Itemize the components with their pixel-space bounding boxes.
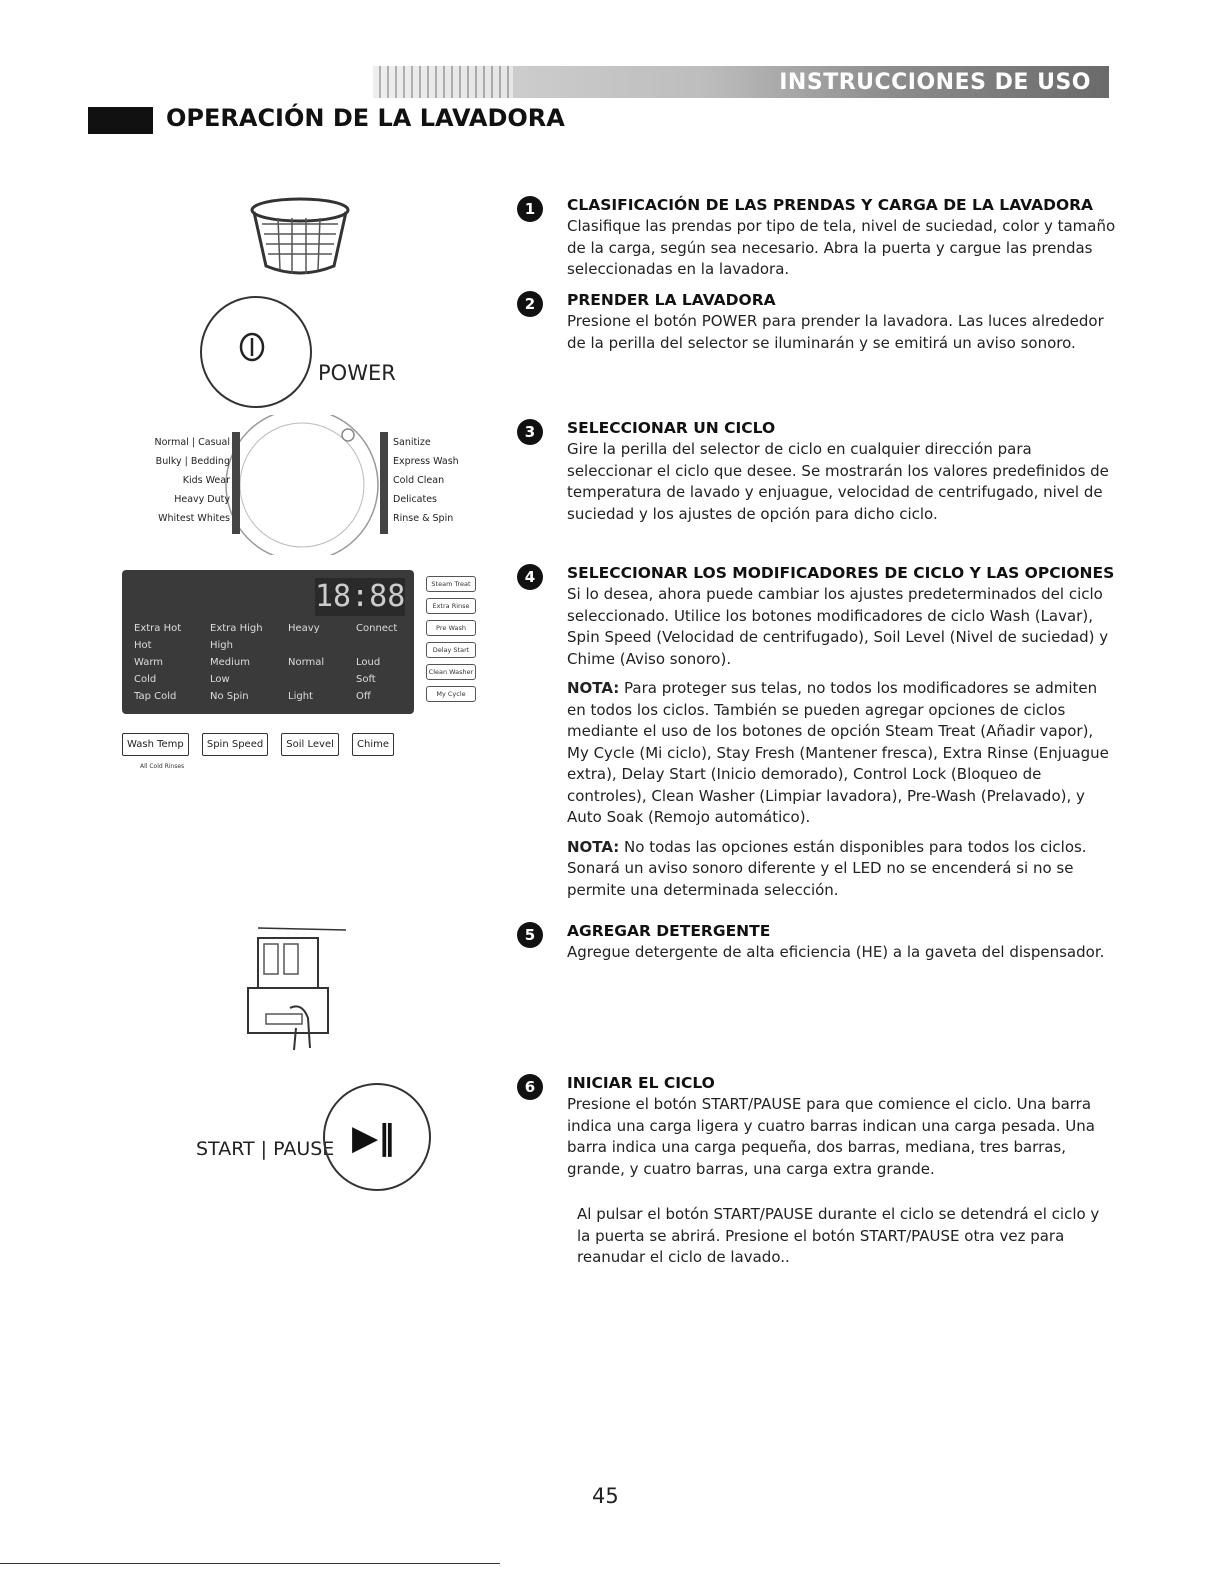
step-2 <box>517 291 1117 362</box>
step-title: PRENDER LA LAVADORA <box>567 291 776 309</box>
step-number: 5 <box>517 922 543 948</box>
start-pause-label: START | PAUSE <box>196 1138 335 1160</box>
option-button: Steam Treat <box>426 576 476 592</box>
panel-option: High <box>210 640 233 651</box>
panel-option: No Spin <box>210 691 249 702</box>
led-indicator-right <box>380 432 388 534</box>
play-pause-icon: ▶‖ <box>352 1118 396 1158</box>
panel-option: Hot <box>134 640 152 651</box>
panel-option: Extra High <box>210 623 263 634</box>
header-band <box>373 66 1109 98</box>
step-text: Presione el botón START/PAUSE para que comience el ciclo. Una barra indica una carga ligera y cuatro barras indican una carga pesada. Una barra indica una carga pequeña, dos barras, mediana, tres barras, grande, y cuatro barras, una carga extra grande. <box>567 1095 1095 1178</box>
section-title: OPERACIÓN DE LA LAVADORA <box>166 104 565 132</box>
panel-option: Off <box>356 691 371 702</box>
panel-option: Connect <box>356 623 398 634</box>
panel-option: Cold <box>134 674 157 685</box>
panel-column-soil-level <box>288 620 324 705</box>
cycle-label: Cold Clean <box>393 475 445 486</box>
step-title: SELECCIONAR UN CICLO <box>567 419 776 437</box>
modifier-button: Chime <box>352 733 394 756</box>
header-band-title: INSTRUCCIONES DE USO <box>779 70 1091 95</box>
control-panel <box>122 570 414 714</box>
time-display: 18:88 <box>315 579 406 614</box>
step-5 <box>517 922 1117 972</box>
option-button: Extra Rinse <box>426 598 476 614</box>
laundry-basket-icon <box>248 196 352 278</box>
option-button: Delay Start <box>426 642 476 658</box>
note-label: NOTA: <box>567 837 620 856</box>
cycle-label: Delicates <box>393 494 438 505</box>
step-6 <box>517 1074 1117 1277</box>
option-button: Clean Washer <box>426 664 476 680</box>
step-4 <box>517 564 1117 909</box>
cycle-list-left <box>150 433 230 528</box>
page-number: 45 <box>592 1484 619 1508</box>
header-decoration <box>373 66 513 98</box>
step-number: 6 <box>517 1074 543 1100</box>
modifier-buttons <box>122 732 412 756</box>
all-cold-rinses-label: All Cold Rinses <box>140 763 185 770</box>
step-text: Al pulsar el botón START/PAUSE durante el ciclo se detendrá el ciclo y la puerta se abrirá. Presione el botón START/PAUSE otra vez para reanudar el ciclo de lavado.. <box>577 1205 1100 1266</box>
step-note <box>567 837 1117 902</box>
note-text: Para proteger sus telas, no todos los modificadores se admiten en todos los ciclos. También se pueden agregar opciones de ciclos mediante el uso de los botones de opción Steam Treat (Añadir vapor), My Cycle (Mi ciclo), Stay Fresh (Mantener fresca), Extra Rinse (Enjuague extra), Delay Start (Inicio demorado), Control Lock (Bloqueo de controles), Clean Washer (Limpiar lavadora), Pre-Wash (Prelavado), y Auto Soak (Remojo automático). <box>567 679 1109 826</box>
cycle-label: Rinse & Spin <box>393 513 454 524</box>
panel-option <box>288 671 324 688</box>
modifier-button: Spin Speed <box>202 733 268 756</box>
modifier-button: Wash Temp <box>122 733 189 756</box>
panel-option: Medium <box>210 657 250 668</box>
panel-option: Low <box>210 674 230 685</box>
step-title: AGREGAR DETERGENTE <box>567 922 771 940</box>
panel-option: Extra Hot <box>134 623 182 634</box>
panel-option: Warm <box>134 657 164 668</box>
power-icon <box>237 332 267 362</box>
step-title: INICIAR EL CICLO <box>567 1074 715 1092</box>
option-button: My Cycle <box>426 686 476 702</box>
cycle-label: Heavy Duty <box>174 494 230 505</box>
detergent-dispenser-icon <box>238 918 348 1058</box>
panel-column-chime <box>356 620 397 705</box>
step-text: Presione el botón POWER para prender la lavadora. Las luces alrededor de la perilla del selector se iluminarán y se emitirá un aviso sonoro. <box>567 312 1104 352</box>
step-title: CLASIFICACIÓN DE LAS PRENDAS Y CARGA DE LA LAVADORA <box>567 196 1094 214</box>
panel-option <box>288 637 324 654</box>
power-label: POWER <box>318 361 396 385</box>
panel-option: Loud <box>356 657 381 668</box>
step-1 <box>517 196 1117 289</box>
option-buttons <box>426 576 476 708</box>
step-number: 4 <box>517 564 543 590</box>
modifier-button: Soil Level <box>281 733 339 756</box>
cycle-label: Normal | Casual <box>154 437 230 448</box>
cycle-label: Sanitize <box>393 437 431 448</box>
cycle-label: Whitest Whites <box>158 513 230 524</box>
step-title: SELECCIONAR LOS MODIFICADORES DE CICLO Y LAS OPCIONES <box>567 564 1115 582</box>
led-indicator-left <box>232 432 240 534</box>
cycle-label: Kids Wear <box>182 475 230 486</box>
panel-column-spin-speed <box>210 620 263 705</box>
cycle-list-right <box>393 433 473 528</box>
step-text: Si lo desea, ahora puede cambiar los ajustes predeterminados del ciclo seleccionado. Utilice los botones modificadores de ciclo Wash (Lavar), Spin Speed (Velocidad de centrifugado), Soil Level (Nivel de suciedad) y Chime (Aviso sonoro). <box>567 585 1109 668</box>
cycle-label: Bulky | Bedding <box>155 456 230 467</box>
step-note <box>567 678 1117 829</box>
note-text: No todas las opciones están disponibles para todos los ciclos. Sonará un aviso sonoro diferente y el LED no se encenderá si no se permite una determinada selección. <box>567 837 1087 899</box>
panel-column-wash-temp <box>134 620 181 705</box>
note-label: NOTA: <box>567 679 620 697</box>
panel-option: Heavy <box>288 623 320 634</box>
step-text: Clasifique las prendas por tipo de tela, nivel de suciedad, color y tamaño de la carga, según sea necesario. Abra la puerta y cargue las prendas seleccionadas en la lavadora. <box>567 217 1116 278</box>
step-3 <box>517 419 1117 533</box>
step-number: 1 <box>517 196 543 222</box>
option-button: Pre Wash <box>426 620 476 636</box>
section-marker <box>88 107 153 134</box>
panel-option <box>356 637 397 654</box>
step-number: 3 <box>517 419 543 445</box>
panel-option: Tap Cold <box>134 691 177 702</box>
step-text: Gire la perilla del selector de ciclo en cualquier dirección para seleccionar el ciclo que desee. Se mostrarán los valores predefinidos de temperatura de lavado y enjuague, velocidad de centrifugado, nivel de suciedad y los ajustes de opción para dicho ciclo. <box>567 440 1109 523</box>
step-number: 2 <box>517 291 543 317</box>
step-text: Agregue detergente de alta eficiencia (HE) a la gaveta del dispensador. <box>567 943 1105 961</box>
cycle-label: Express Wash <box>393 456 459 467</box>
panel-option: Normal <box>288 657 325 668</box>
panel-option: Soft <box>356 674 376 685</box>
panel-option: Light <box>288 691 313 702</box>
footer-rule <box>0 1563 500 1564</box>
